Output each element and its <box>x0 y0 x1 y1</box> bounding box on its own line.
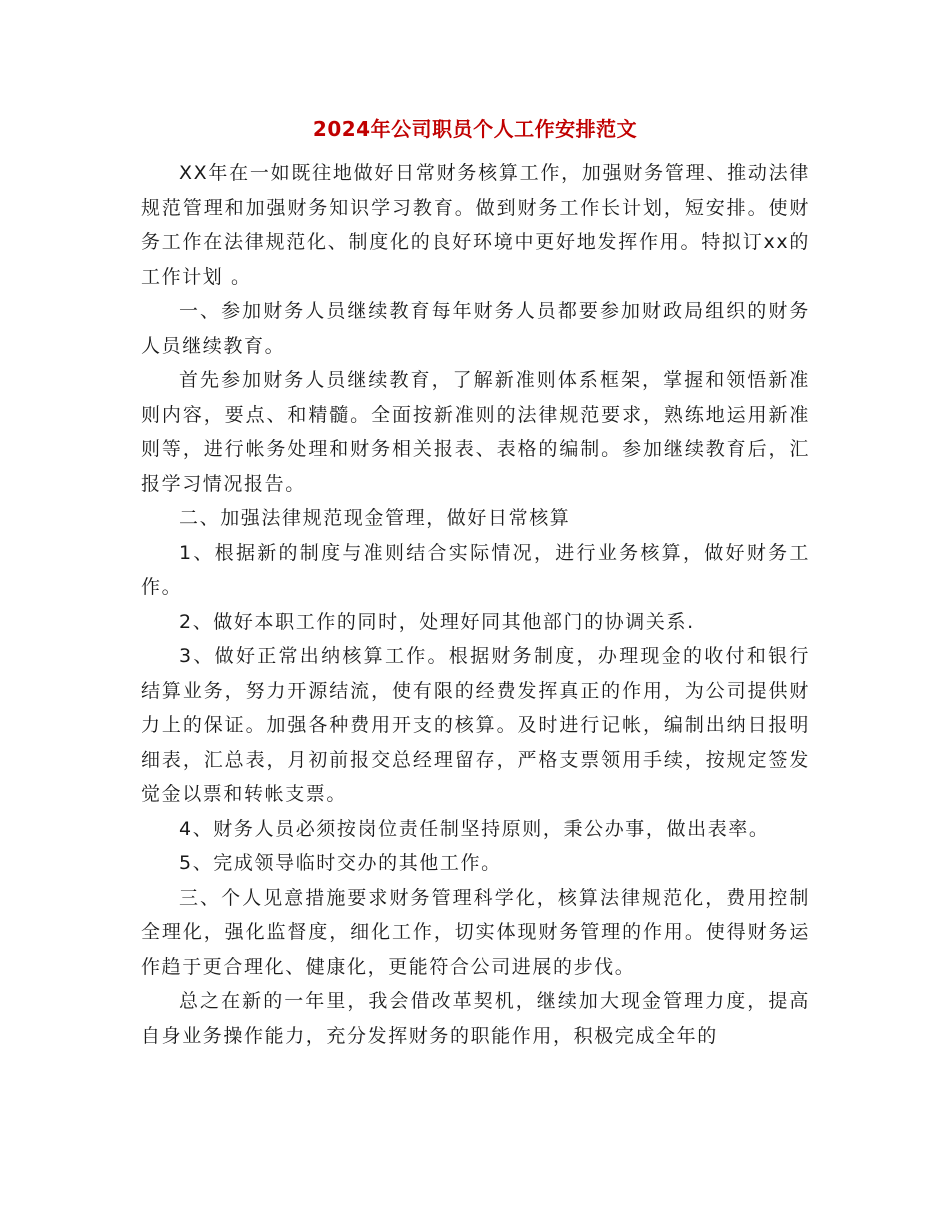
paragraph-item-5: 5、完成领导临时交办的其他工作。 <box>179 852 502 874</box>
paragraph-item-4: 4、财务人员必须按岗位责任制坚持原则，秉公办事，做出表率。 <box>179 817 770 840</box>
document-body <box>141 156 810 1053</box>
paragraph-item-1: 1、根据新的制度与准则结合实际情况，进行业务核算，做好财务工作。 <box>141 541 810 598</box>
paragraph-section-1-detail: 首先参加财务人员继续教育，了解新准则体系框架，掌握和领悟新准则内容，要点、和精髓。全面按新准则的法律规范要求，熟练地运用新准则等，进行帐务处理和财务相关报表、表格的编制。参加继续教育后，汇报学习情况报告。 <box>141 369 810 495</box>
paragraph-conclusion: 总之在新的一年里，我会借改革契机，继续加大现金管理力度，提高自身业务操作能力，充分发挥财务的职能作用，积极完成全年的 <box>141 990 810 1047</box>
paragraph-section-2-heading: 二、加强法律规范现金管理，做好日常核算 <box>179 507 571 529</box>
paragraph-section-3: 三、个人见意措施要求财务管理科学化，核算法律规范化，费用控制全理化，强化监督度，细化工作，切实体现财务管理的作用。使得财务运作趋于更合理化、健康化，更能符合公司进展的步伐。 <box>141 886 810 978</box>
paragraph-item-2: 2、做好本职工作的同时，处理好同其他部门的协调关系. <box>179 610 695 633</box>
paragraph-item-3: 3、做好正常出纳核算工作。根据财务制度，办理现金的收付和银行结算业务，努力开源结流，使有限的经费发挥真正的作用，为公司提供财力上的保证。加强各种费用开支的核算。及时进行记帐，编制出纳日报明细表，汇总表，月初前报交总经理留存，严格支票领用手续，按规定签发觉金以票和转帐支票。 <box>141 645 810 805</box>
document-title: 2024年公司职员个人工作安排范文 <box>312 117 638 141</box>
paragraph-section-1-heading: 一、参加财务人员继续教育每年财务人员都要参加财政局组织的财务人员继续教育。 <box>141 300 810 357</box>
paragraph-intro: XX年在一如既往地做好日常财务核算工作，加强财务管理、推动法律规范管理和加强财务知识学习教育。做到财务工作长计划，短安排。使财务工作在法律规范化、制度化的良好环境中更好地发挥作用。特拟订xx的 工作计划 。 <box>141 162 810 288</box>
